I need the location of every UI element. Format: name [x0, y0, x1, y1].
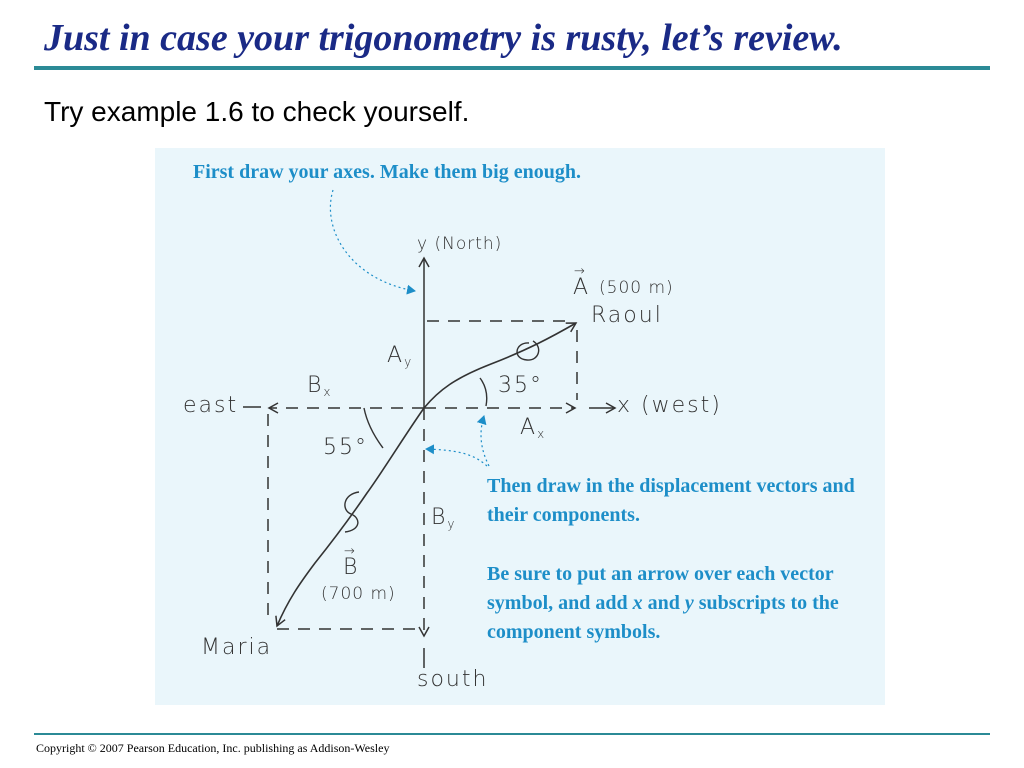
- label-east: east: [183, 393, 239, 418]
- b-x-subscript: x: [323, 385, 333, 399]
- label-vector-b-magnitude: (700 m): [321, 584, 396, 604]
- note-draw-axes: First draw your axes. Make them big enough.: [193, 161, 581, 183]
- note-subscripts-y: y: [684, 592, 694, 614]
- vector-b-symbol: → B: [343, 558, 359, 578]
- label-vector-b: [343, 555, 360, 580]
- squiggle-b: [345, 492, 359, 532]
- b-y-symbol: B: [431, 505, 448, 530]
- label-angle-b: 55°: [323, 435, 368, 460]
- label-maria: Maria: [201, 635, 273, 660]
- b-x-symbol: B: [307, 373, 324, 398]
- label-angle-a: 35°: [498, 373, 543, 398]
- label-b-x: [307, 373, 333, 402]
- note-subscripts-text-1: Be sure to put an arrow over each vector symbol, and add: [487, 563, 834, 614]
- vector-a-symbol: → A: [573, 278, 590, 298]
- label-vector-a-magnitude: (500 m): [599, 278, 674, 298]
- label-b-y: [431, 505, 457, 534]
- note-subscripts-text-3: subscripts to the component symbols.: [487, 592, 839, 643]
- a-x-subscript: x: [537, 427, 547, 441]
- label-raoul: Raoul: [591, 303, 663, 328]
- copyright-notice: Copyright © 2007 Pearson Education, Inc. publishing as Addison-Wesley: [36, 741, 390, 755]
- pointer-vector-a: [481, 416, 489, 466]
- note-draw-vectors: Then draw in the displacement vectors and their components.: [487, 475, 855, 526]
- note-arrow-subscripts: [487, 560, 887, 647]
- vector-diagram: [155, 148, 885, 705]
- a-y-subscript: y: [404, 355, 414, 369]
- label-y-axis: y (North): [417, 234, 503, 254]
- a-y-symbol: A: [387, 343, 405, 368]
- slide-title: Just in case your trigonometry is rusty, let’s review.: [44, 17, 843, 59]
- angle-arc-a: [480, 378, 487, 406]
- pointer-vector-b: [426, 449, 487, 466]
- label-a-y: [387, 343, 414, 372]
- title-divider: [34, 66, 990, 70]
- a-x-symbol: A: [520, 415, 538, 440]
- label-x-axis: x (west): [617, 393, 722, 418]
- note-subscripts-x: x: [632, 592, 643, 614]
- pointer-axes: [330, 190, 415, 291]
- slide-subtitle: Try example 1.6 to check yourself.: [44, 96, 470, 127]
- footer-divider: [34, 733, 990, 735]
- label-a-x: [520, 415, 547, 444]
- label-south: south: [417, 667, 489, 692]
- b-y-subscript: y: [447, 517, 457, 531]
- note-subscripts-text-2: and: [642, 592, 685, 614]
- label-vector-a: [573, 275, 591, 300]
